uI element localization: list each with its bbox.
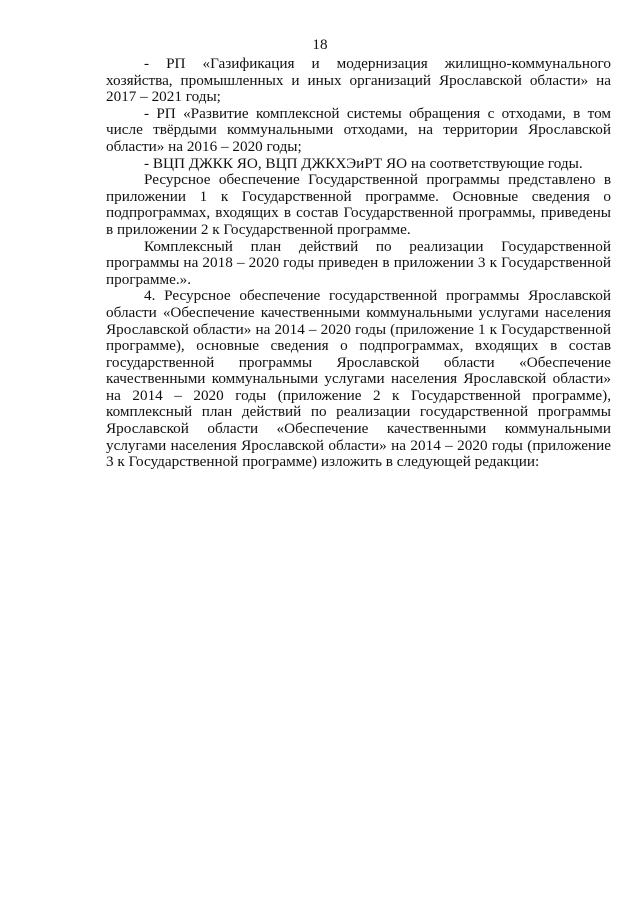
paragraph-item-4: 4. Ресурсное обеспечение государственной программы Ярославской области «Обеспечение качественными коммунальными услугами населения Ярославской области» на 2014 – 2020 годы (приложение 1 к Государственной программе), основные сведения о подпрограммах, входящих в состав государственной программы Ярославской области «Обеспечение качественными коммунальными услугами населения Ярославской области» на 2014 – 2020 годы (приложение 2 к Государственной программе), комплексный план действий по реализации государственной программы Ярославской области «Обеспечение качественными коммунальными услугами населения Ярославской области» на 2014 – 2020 годы (приложение 3 к Государственной программе) изложить в следующей редакции: [106, 287, 611, 471]
paragraph-resource-provision: Ресурсное обеспечение Государственной программы представлено в приложении 1 к Государственной программе. Основные сведения о подпрограммах, входящих в состав Государственной программы, приведены в приложении 2 к Государственной программе. [106, 171, 611, 238]
paragraph-waste-management-project: - РП «Развитие комплексной системы обращения с отходами, в том числе твёрдыми коммунальными отходами, на территории Ярославской области» на 2016 – 2020 годы; [106, 104, 611, 155]
paragraph-action-plan: Комплексный план действий по реализации Государственной программы на 2018 – 2020 годы приведен в приложении 3 к Государственной программе.». [106, 237, 611, 288]
paragraph-gasification-project: - РП «Газификация и модернизация жилищно-коммунального хозяйства, промышленных и иных организаций Ярославской области» на 2017 – 2021 годы; [106, 55, 611, 106]
page-number: 18 [312, 36, 328, 53]
paragraph-departmental-programs: - ВЦП ДЖКК ЯО, ВЦП ДЖКХЭиРТ ЯО на соответствующие годы. [144, 154, 583, 172]
document-body [106, 56, 611, 471]
